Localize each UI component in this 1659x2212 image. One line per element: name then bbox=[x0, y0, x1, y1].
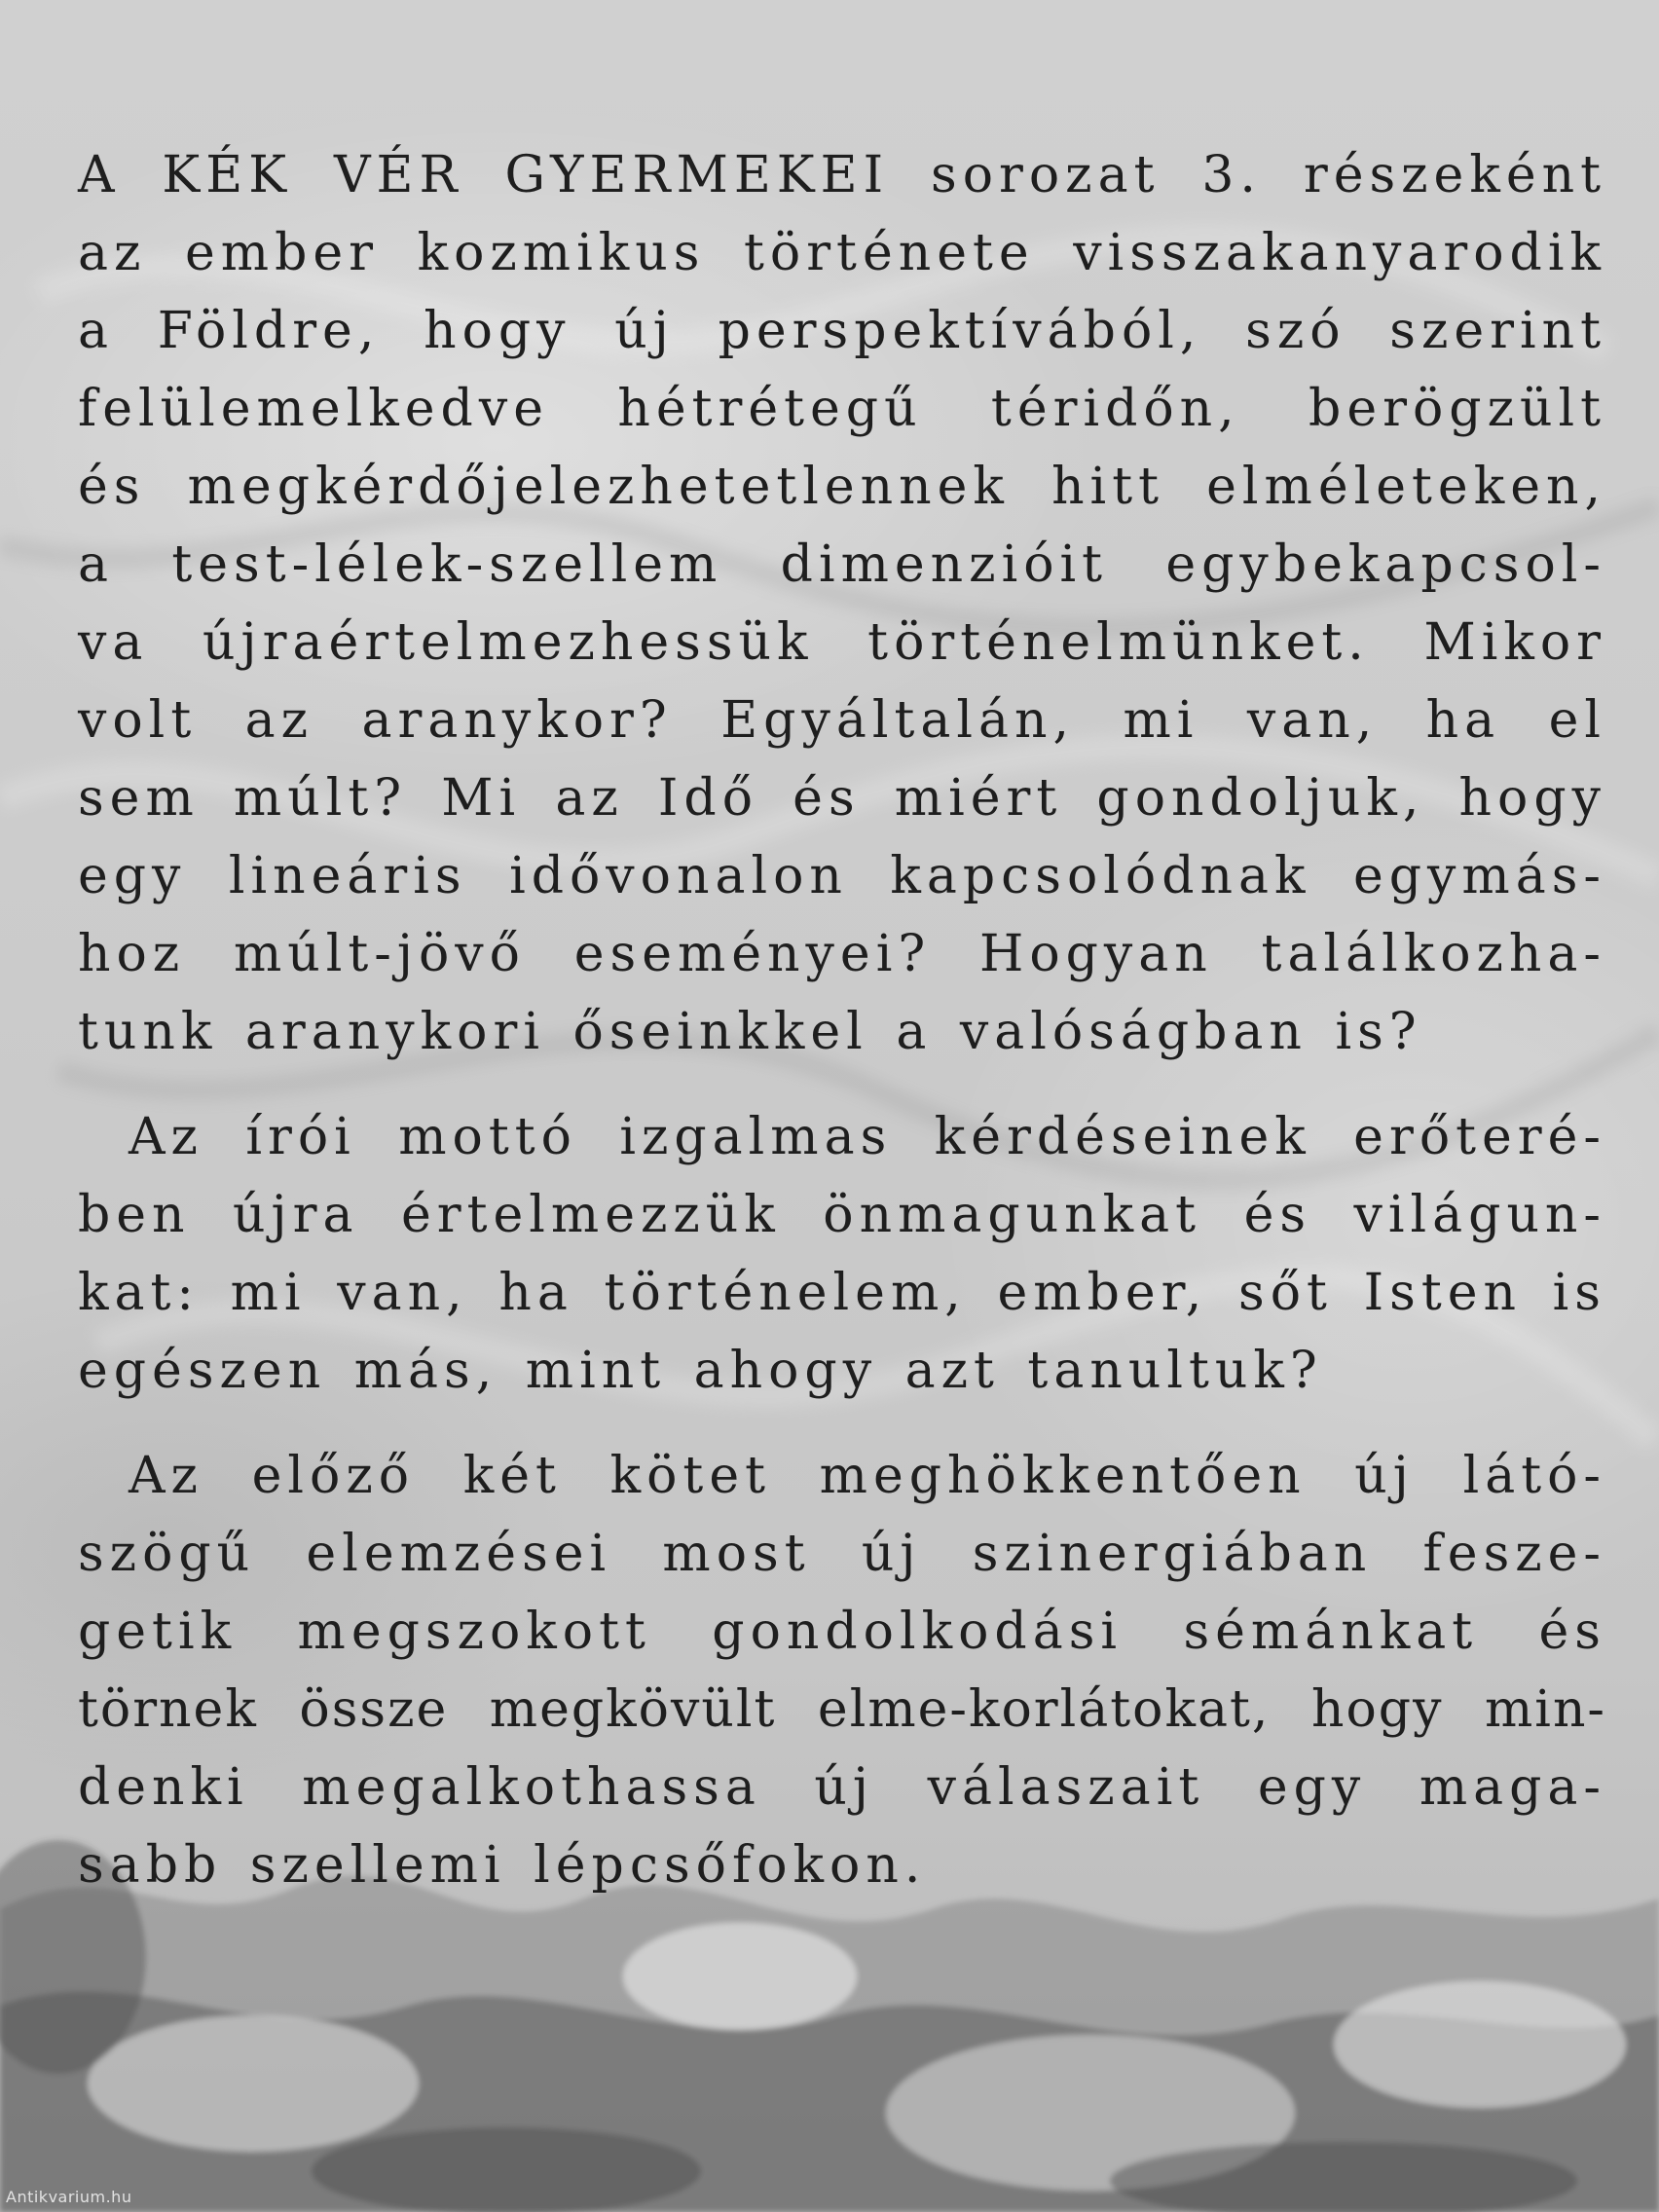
text-line: egy lineáris idővonalon kapcsolódnak egymás- bbox=[78, 847, 1606, 905]
text-line: Az előző két kötet meghökkentően új látó- bbox=[129, 1447, 1606, 1505]
text-line: sem múlt? Mi az Idő és miért gondoljuk, hogy bbox=[78, 769, 1606, 828]
text-line: sabb szellemi lépcsőfokon. bbox=[78, 1836, 927, 1895]
paragraph-3 bbox=[78, 1437, 1606, 1904]
text-line: Az írói mottó izgalmas kérdéseinek erőteré- bbox=[129, 1108, 1606, 1166]
text-line: egészen más, mint ahogy azt tanultuk? bbox=[78, 1342, 1323, 1400]
text-line: és megkérdőjelezhetetlennek hitt elméleteken, bbox=[78, 458, 1606, 516]
text-line: denki megalkothassa új válaszait egy maga- bbox=[78, 1758, 1606, 1817]
watermark-text: Antikvarium.hu bbox=[6, 2188, 132, 2206]
paragraph-gap bbox=[78, 1410, 1606, 1437]
text-line: ben újra értelmezzük önmagunkat és világun- bbox=[78, 1186, 1606, 1244]
text-line: az ember kozmikus története visszakanyarodik bbox=[78, 224, 1606, 282]
text-line: törnek össze megkövült elme-korlátokat, hogy min- bbox=[78, 1680, 1606, 1739]
text-line: A KÉK VÉR GYERMEKEI sorozat 3. részeként bbox=[78, 146, 1606, 204]
text-line: a Földre, hogy új perspektívából, szó szerint bbox=[78, 302, 1606, 360]
text-line: szögű elemzései most új szinergiában fesze- bbox=[78, 1525, 1606, 1583]
back-cover-blurb bbox=[78, 136, 1606, 1904]
text-line: felülemelkedve hétrétegű téridőn, berögzült bbox=[78, 380, 1606, 438]
text-line: tunk aranykori őseinkkel a valóságban is? bbox=[78, 1003, 1422, 1061]
text-line: getik megszokott gondolkodási sémánkat és bbox=[78, 1603, 1606, 1661]
text-line: a test-lélek-szellem dimenzióit egybekapcsol- bbox=[78, 535, 1606, 594]
text-line: va újraértelmezhessük történelmünket. Mikor bbox=[78, 613, 1606, 672]
text-line: kat: mi van, ha történelem, ember, sőt Isten is bbox=[78, 1264, 1606, 1322]
text-line: hoz múlt-jövő eseményei? Hogyan találkozha- bbox=[78, 925, 1606, 983]
paragraph-gap bbox=[78, 1071, 1606, 1098]
paragraph-1 bbox=[78, 136, 1606, 1071]
paragraph-2 bbox=[78, 1098, 1606, 1410]
text-line: volt az aranykor? Egyáltalán, mi van, ha el bbox=[78, 691, 1606, 750]
